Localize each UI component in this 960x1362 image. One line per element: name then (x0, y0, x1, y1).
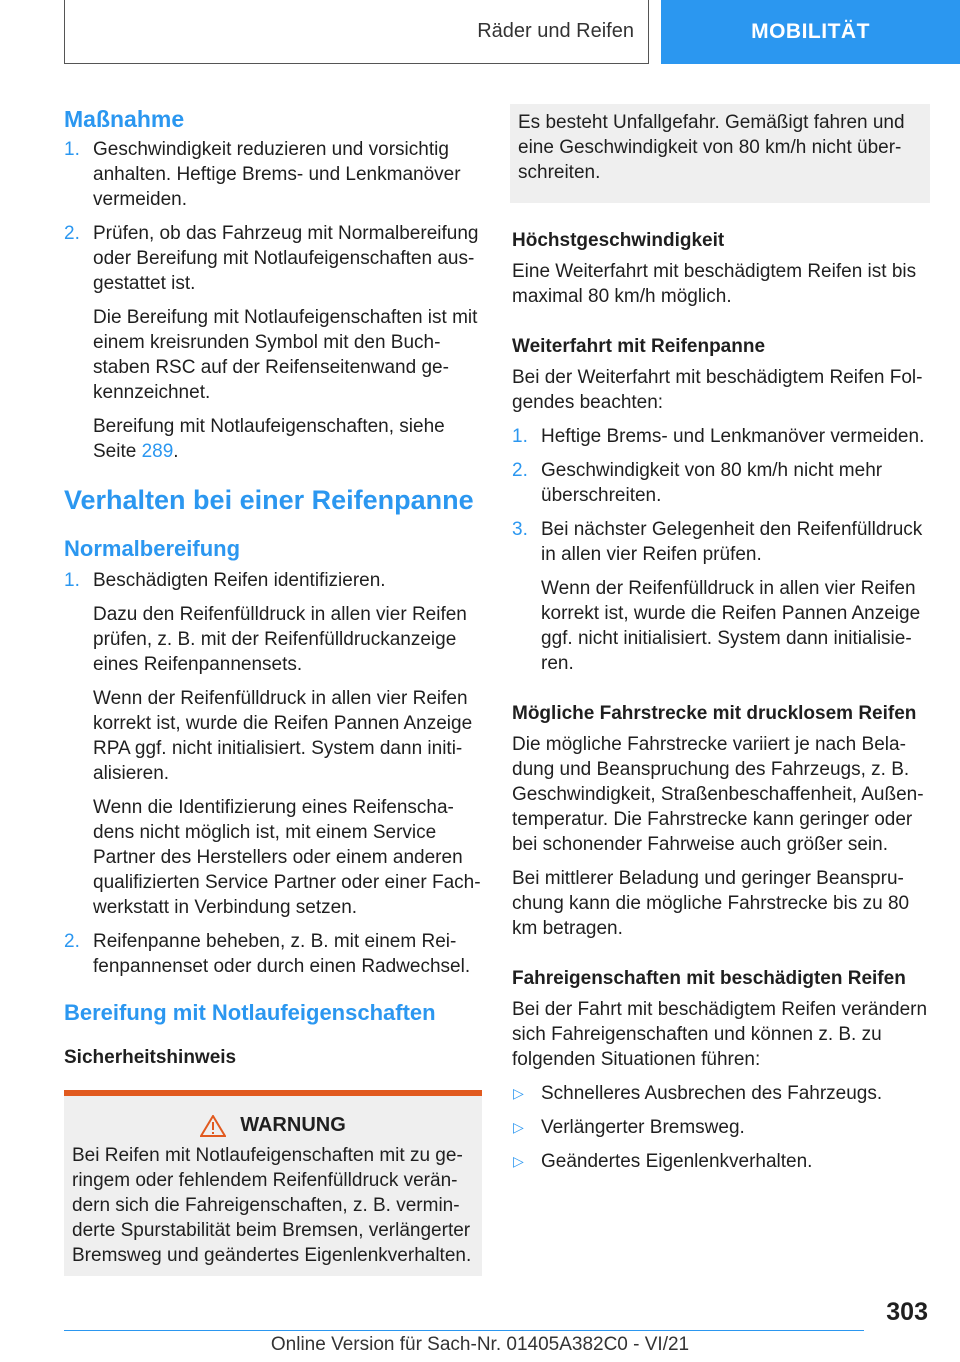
list-item-text: Verlängerter Bremsweg. (541, 1117, 745, 1138)
warning-text: Bei Reifen mit Notlaufeigenschaften mit zu geringem oder fehlendem Reifenfülldruck verändern sich die Fahreigenschaften, z. B. verminderte Spurstabilität beim Bremsen, verlängerter Bremsweg und geändertes Eigenlenkverhalten. (72, 1145, 472, 1266)
heading-sicherheitshinweis: Sicherheitshinweis (64, 1047, 237, 1068)
list-item-subtext: Dazu den Reifenfülldruck in allen vier Reifen prüfen, z. B. mit der Reifenfülldruckanzeige eines Reifenpannensets. (93, 604, 467, 675)
heading-weiterfahrt: Weiterfahrt mit Reifenpanne (512, 336, 766, 357)
heading-notlauf: Bereifung mit Notlaufeigenschaften (64, 1000, 436, 1025)
list-item-text: Prüfen, ob das Fahrzeug mit Normalbereifung oder Bereifung mit Notlaufeigenschaften ausgestattet ist. (93, 223, 479, 294)
heading-fahrstrecke: Mögliche Fahrstrecke mit drucklosem Reifen (512, 703, 917, 724)
heading-massnahme: Maßnahme (64, 106, 185, 132)
list-item-subtext (93, 414, 482, 464)
triangle-bullet-icon: ▷ (513, 1153, 524, 1169)
list-item (64, 568, 482, 920)
list-item (64, 221, 482, 464)
header-section-box (64, 0, 649, 64)
paragraph-weiterfahrt: Bei der Weiterfahrt mit beschädigtem Reifen Folgendes beachten: (512, 367, 923, 413)
list-item-text: Schnelleres Ausbrechen des Fahrzeugs. (541, 1083, 883, 1104)
list-number: 2. (512, 460, 528, 481)
list-item-subtext: Wenn der Reifenfülldruck in allen vier Reifen korrekt ist, wurde die Reifen Pannen Anzeige ggf. nicht initialisiert. System dann initialisieren. (541, 578, 921, 674)
paragraph-fahrstrecke-2: Bei mittlerer Beladung und geringer Beanspruchung kann die mögliche Fahrstrecke bis zu 80 km betragen. (512, 868, 910, 939)
paragraph-fahrstrecke-1: Die mögliche Fahrstrecke variiert je nach Beladung und Beanspruchung des Fahrzeugs, z. B. Geschwindigkeit, Straßenbeschaffenheit, Außentemperatur. Die Fahrstrecke kann geringer oder bei schonender Fahrweise auch größer sein. (512, 734, 924, 855)
list-item (512, 1115, 930, 1140)
list-item-text: Geändertes Eigenlenkverhalten. (541, 1151, 813, 1172)
list-number: 3. (512, 519, 528, 540)
list-number: 2. (64, 931, 80, 952)
list-item-subtext: Wenn der Reifenfülldruck in allen vier Reifen korrekt ist, wurde die Reifen Pannen Anzeige RPA ggf. nicht initialisiert. System dann initialisieren. (93, 688, 473, 784)
header-chapter-title: MOBILITÄT (751, 20, 870, 43)
footer-divider (64, 1330, 864, 1331)
list-item (512, 458, 930, 508)
reference-suffix: . (173, 441, 179, 462)
triangle-bullet-icon: ▷ (513, 1085, 524, 1101)
list-number: 1. (64, 570, 80, 591)
heading-fahreigenschaften: Fahreigenschaften mit beschädigten Reifen (512, 968, 906, 989)
list-number: 1. (512, 426, 528, 447)
page-reference-link[interactable]: 289 (141, 441, 174, 462)
list-item-text: Geschwindigkeit reduzieren und vorsichtig anhalten. Heftige Brems- und Lenkmanöver vermeiden. (93, 139, 461, 210)
list-number: 2. (64, 223, 80, 244)
list-item-text: Reifenpanne beheben, z. B. mit einem Reifenpannenset oder durch einen Radwechsel. (93, 931, 471, 977)
list-number: 1. (64, 139, 80, 160)
list-massnahme (64, 137, 482, 464)
list-item-text: Beschädigten Reifen identifizieren. (93, 570, 386, 591)
bullet-list-fahreigenschaften (512, 1081, 930, 1174)
heading-hoechstgeschwindigkeit: Höchstgeschwindigkeit (512, 230, 725, 251)
list-item-text: Heftige Brems- und Lenkmanöver vermeiden. (541, 426, 925, 447)
heading-verhalten: Verhalten bei einer Reifenpanne (64, 485, 474, 515)
paragraph-fahreigenschaften: Bei der Fahrt mit beschädigtem Reifen verändern sich Fahreigenschaften und können z. B. zu folgenden Situationen führen: (512, 999, 928, 1070)
list-item (512, 517, 930, 676)
list-weiterfahrt (512, 424, 930, 676)
list-item (512, 1149, 930, 1174)
heading-normalbereifung: Normalbereifung (64, 536, 241, 561)
warning-box (64, 1090, 482, 1276)
list-item-subtext: Die Bereifung mit Notlaufeigenschaften ist mit einem kreisrunden Symbol mit den Buchstaben RSC auf der Reifenseitenwand gekennzeichnet. (93, 307, 478, 403)
list-item (64, 929, 482, 979)
header-section-title: Räder und Reifen (477, 20, 634, 42)
list-item-text: Geschwindigkeit von 80 km/h nicht mehr überschreiten. (541, 460, 883, 506)
footer-version-text: Online Version für Sach-Nr. 01405A382C0 - VI/21 (270, 1334, 690, 1355)
reference-text: Bereifung mit Notlaufeigenschaften, siehe Seite (93, 416, 445, 462)
list-normalbereifung (64, 568, 482, 979)
header-chapter-tab[interactable] (661, 0, 960, 64)
paragraph-hoechstgeschwindigkeit: Eine Weiterfahrt mit beschädigtem Reifen ist bis maximal 80 km/h möglich. (512, 261, 917, 307)
warning-continuation-box (510, 104, 930, 203)
right-column (512, 104, 930, 1174)
list-item (512, 1081, 930, 1106)
page-number: 303 (886, 1298, 928, 1326)
warning-title: WARNUNG (240, 1114, 346, 1136)
warning-triangle-icon (200, 1115, 226, 1137)
warning-title-row (72, 1114, 474, 1137)
left-column (64, 100, 482, 1276)
list-item-text: Bei nächster Gelegenheit den Reifenfülldruck in allen vier Reifen prüfen. (541, 519, 923, 565)
warning-continuation-text: Es besteht Unfallgefahr. Gemäßigt fahren und eine Geschwindigkeit von 80 km/h nicht überschreiten. (518, 112, 905, 183)
list-item-subtext: Wenn die Identifizierung eines Reifenschadens nicht möglich ist, mit einem Service Partner des Herstellers oder einem anderen qualifizierten Service Partner oder einer Fachwerkstatt in Verbindung setzen. (93, 797, 481, 918)
list-item (64, 137, 482, 212)
list-item (512, 424, 930, 449)
triangle-bullet-icon: ▷ (513, 1119, 524, 1135)
